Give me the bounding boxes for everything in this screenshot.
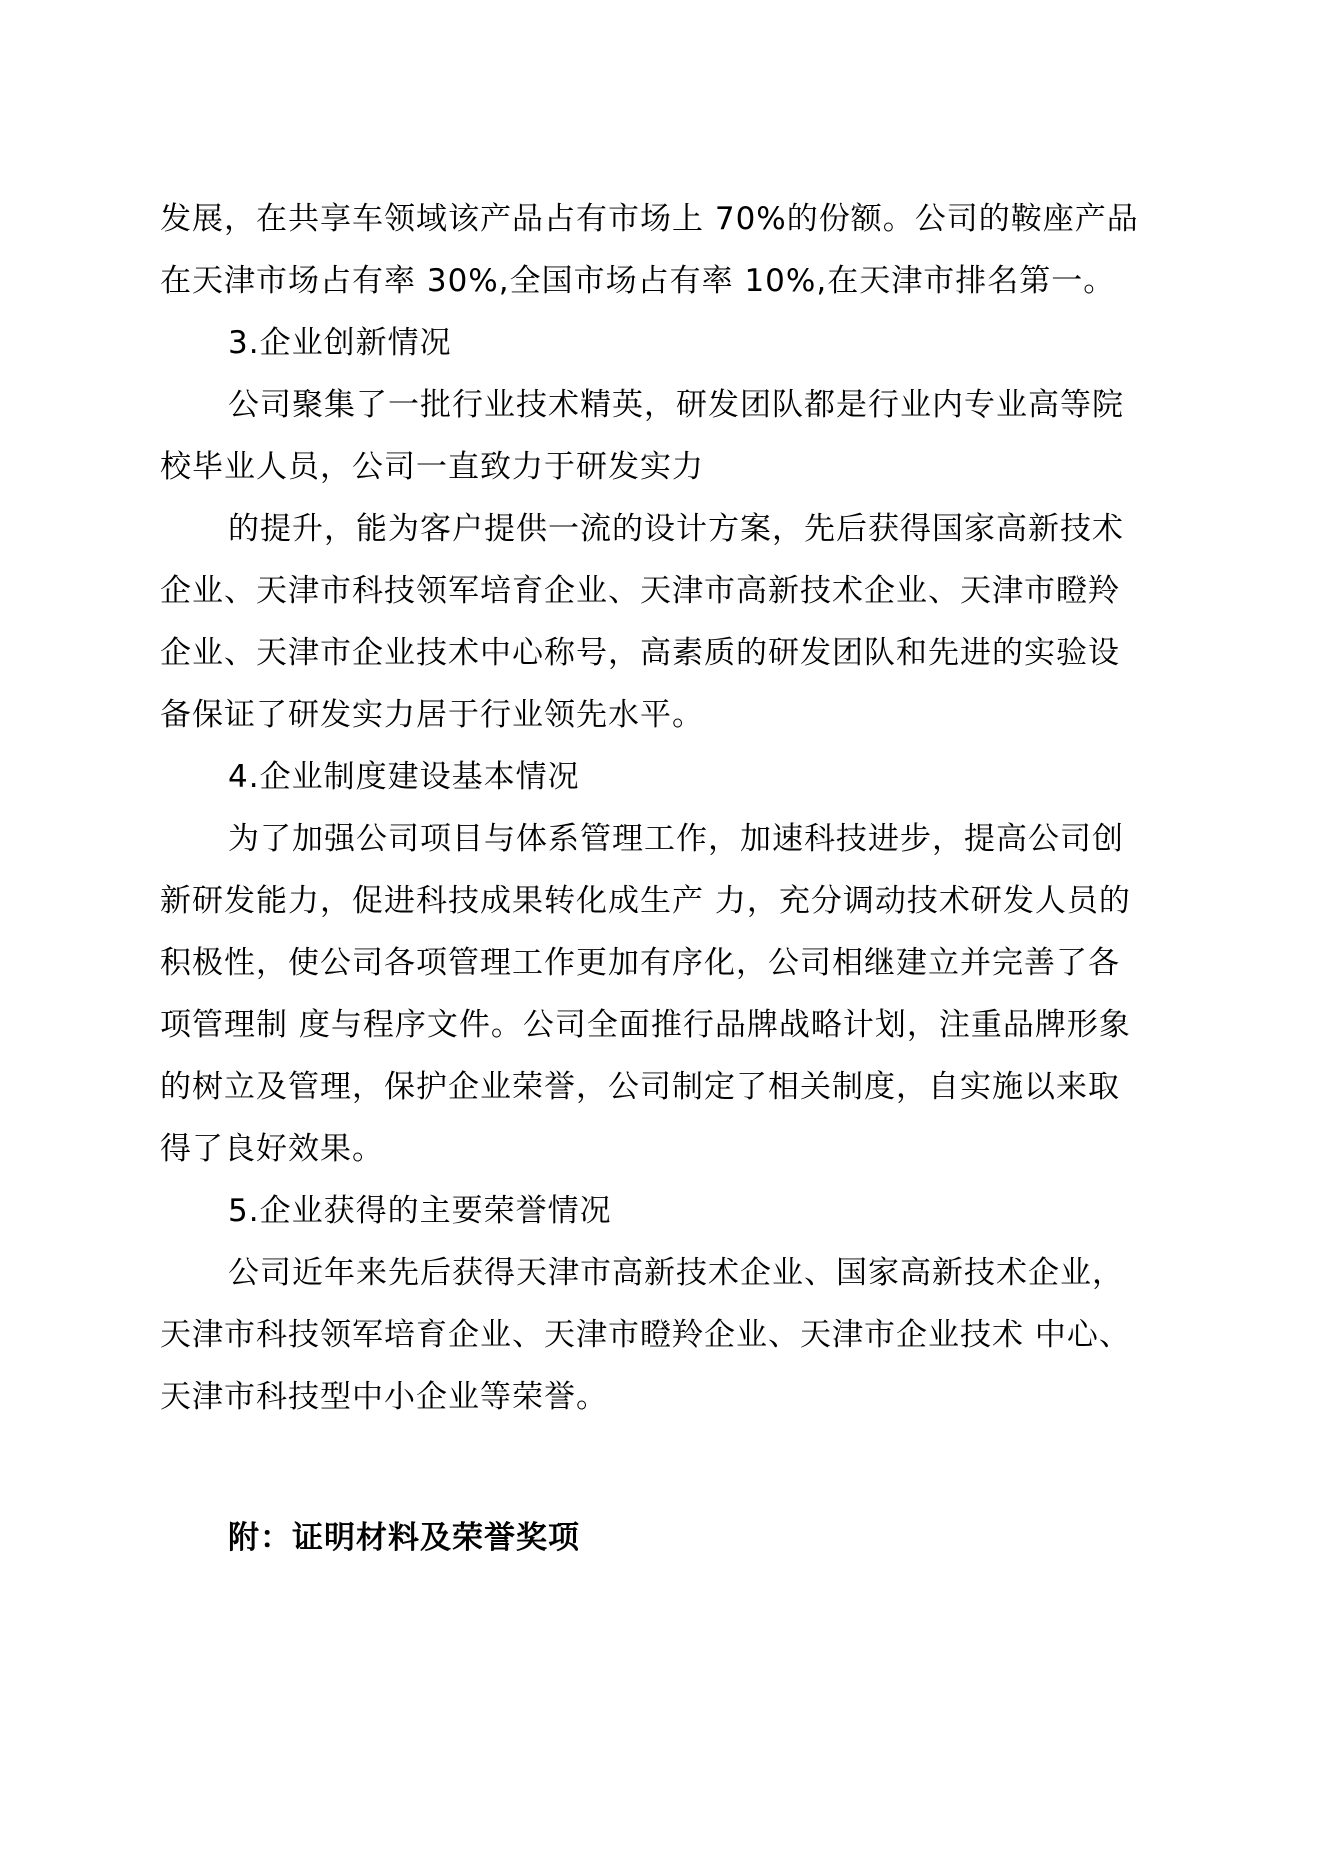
paragraph-line: 新研发能力，促进科技成果转化成生产 力，充分调动技术研发人员的	[160, 883, 1131, 919]
appendix-title: 附：证明材料及荣誉奖项	[228, 1520, 580, 1556]
paragraph-line: 天津市科技型中小企业等荣誉。	[160, 1379, 608, 1415]
paragraph-line: 公司聚集了一批行业技术精英，研发团队都是行业内专业高等院	[228, 387, 1124, 423]
paragraph-line: 在天津市场占有率 30%,全国市场占有率 10%,在天津市排名第一。	[160, 263, 1116, 299]
section-heading: 5.企业获得的主要荣誉情况	[228, 1193, 612, 1229]
section-heading: 4.企业制度建设基本情况	[228, 759, 580, 795]
paragraph-line: 企业、天津市企业技术中心称号，高素质的研发团队和先进的实验设	[160, 635, 1120, 671]
paragraph-line: 公司近年来先后获得天津市高新技术企业、国家高新技术企业，	[228, 1255, 1124, 1291]
section-heading: 3.企业创新情况	[228, 325, 452, 361]
paragraph-line: 得了良好效果。	[160, 1131, 384, 1167]
paragraph-line: 为了加强公司项目与体系管理工作，加速科技进步，提高公司创	[228, 821, 1124, 857]
paragraph-line: 的树立及管理，保护企业荣誉，公司制定了相关制度，自实施以来取	[160, 1069, 1120, 1105]
paragraph-line: 校毕业人员，公司一直致力于研发实力	[160, 449, 704, 485]
paragraph-line: 发展，在共享车领域该产品占有市场上 70%的份额。公司的鞍座产品	[160, 201, 1139, 237]
paragraph-line: 备保证了研发实力居于行业领先水平。	[160, 697, 704, 733]
paragraph-line: 积极性，使公司各项管理工作更加有序化，公司相继建立并完善了各	[160, 945, 1120, 981]
paragraph-line: 企业、天津市科技领军培育企业、天津市高新技术企业、天津市瞪羚	[160, 573, 1120, 609]
body-text	[160, 188, 1175, 1428]
paragraph-line: 天津市科技领军培育企业、天津市瞪羚企业、天津市企业技术 中心、	[160, 1317, 1131, 1353]
paragraph-line: 的提升，能为客户提供一流的设计方案，先后获得国家高新技术	[228, 511, 1124, 547]
paragraph-line: 项管理制 度与程序文件。公司全面推行品牌战略计划，注重品牌形象	[160, 1007, 1131, 1043]
